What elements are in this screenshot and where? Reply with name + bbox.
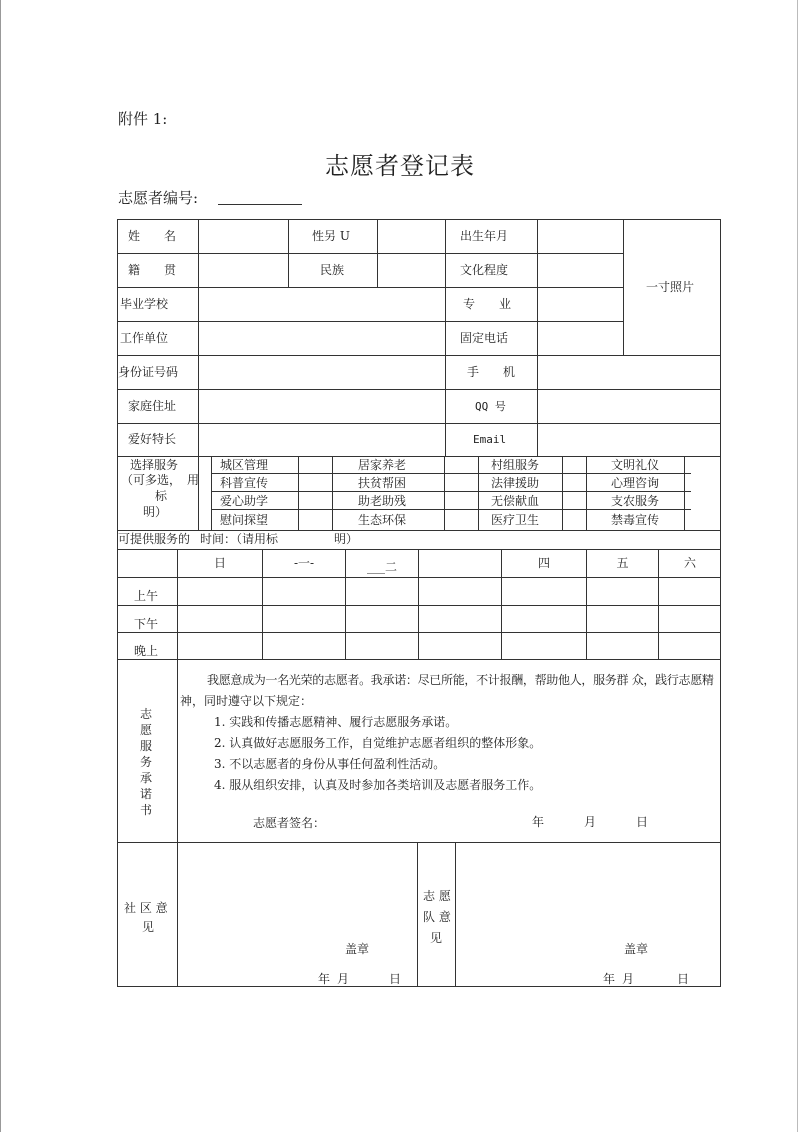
service-item: 法律援助 (491, 476, 540, 490)
service-checkbox[interactable] (563, 510, 585, 529)
ethnic-input[interactable] (378, 254, 444, 286)
team-opinion-field[interactable] (456, 843, 720, 938)
email-label: Email (473, 433, 507, 446)
team-year: 年 (603, 972, 616, 986)
service-checkbox[interactable] (563, 492, 585, 508)
services-label-line3: 标 (155, 489, 168, 503)
community-month: 月 (337, 972, 350, 986)
team-opinion-label-c: 见 (430, 931, 443, 945)
pledge-label: 志愿服务承诺书 (139, 707, 152, 817)
service-checkbox[interactable] (685, 457, 719, 472)
team-opinion-label-a: 志 愿 (423, 889, 451, 903)
education-input[interactable] (538, 254, 622, 286)
community-day: 日 (389, 972, 402, 986)
pledge-day: 日 (636, 815, 649, 829)
volunteer-number-label: 志愿者编号: (118, 189, 199, 207)
service-item: 城区管理 (220, 458, 269, 472)
service-checkbox[interactable] (445, 457, 477, 472)
address-label: 家庭住址 (128, 399, 177, 413)
slot-evening: 晚上 (134, 644, 159, 658)
service-item: 禁毒宣传 (611, 513, 660, 527)
major-input[interactable] (538, 288, 622, 320)
community-opinion-label-a: 社 区 意 (124, 901, 168, 915)
service-checkbox[interactable] (685, 492, 719, 508)
hobby-label: 爱好特长 (128, 432, 177, 446)
day-header-sat: 六 (683, 556, 696, 570)
birth-label: 出生年月 (460, 229, 509, 243)
service-checkbox[interactable] (563, 474, 585, 490)
day-header-fri: 五 (616, 556, 629, 570)
qq-label: QQ 号 (475, 400, 506, 413)
service-item: 爱心助学 (220, 494, 269, 508)
origin-input[interactable] (199, 254, 287, 286)
service-item: 助老助残 (358, 494, 407, 508)
team-month: 月 (622, 972, 635, 986)
day-header-tue: ___二 (366, 560, 397, 574)
service-checkbox[interactable] (299, 510, 331, 529)
ethnic-label: 民族 (320, 263, 345, 277)
major-label: 专 业 (463, 297, 512, 311)
pledge-month: 月 (584, 815, 597, 829)
community-opinion-field[interactable] (178, 843, 416, 938)
mobile-input[interactable] (538, 356, 720, 388)
team-day: 日 (677, 972, 690, 986)
service-item: 科普宣传 (220, 476, 269, 490)
service-item: 支农服务 (611, 494, 660, 508)
education-label: 文化程度 (460, 263, 509, 277)
phone-label: 固定电话 (460, 331, 509, 345)
work-input[interactable] (199, 322, 444, 354)
id-input[interactable] (199, 356, 444, 388)
time-label-c: 明） (334, 532, 359, 546)
pledge-item: 2. 认真做好志愿服务工作，自觉维护志愿者组织的整体形象。 (214, 736, 542, 750)
day-header-sun: 日 (213, 556, 226, 570)
service-checkbox[interactable] (445, 510, 477, 529)
signature-field[interactable] (320, 812, 510, 832)
attachment-label: 附件 1: (118, 110, 168, 128)
pledge-year: 年 (532, 815, 545, 829)
time-label-b: 时间：（请用标 (200, 532, 279, 546)
service-item: 心理咨询 (611, 476, 660, 490)
service-item: 居家养老 (358, 458, 407, 472)
service-checkbox[interactable] (563, 457, 585, 472)
service-checkbox[interactable] (299, 457, 331, 472)
service-item: 扶贫帮困 (358, 476, 407, 490)
service-checkbox[interactable] (299, 474, 331, 490)
services-label-line4: 明） (143, 505, 168, 519)
qq-input[interactable] (538, 390, 720, 422)
service-checkbox[interactable] (685, 510, 719, 529)
service-item: 生态环保 (358, 513, 407, 527)
school-label: 毕业学校 (120, 297, 169, 311)
phone-input[interactable] (538, 322, 622, 354)
service-item: 无偿献血 (491, 494, 540, 508)
pledge-item: 3. 不以志愿者的身份从事任何盈利性活动。 (214, 757, 446, 771)
id-label: 身份证号码 (118, 365, 179, 379)
community-stamp: 盖章 (345, 942, 370, 956)
volunteer-number-field[interactable] (218, 204, 302, 205)
service-item: 慰问探望 (220, 513, 269, 527)
origin-label: 籍 贯 (128, 263, 177, 277)
time-grid-cells[interactable] (178, 578, 720, 658)
services-label-line1: 选择服务 (130, 458, 179, 472)
day-header-thu: 四 (537, 556, 550, 570)
gender-label: 性另 U (312, 229, 350, 243)
form-title: 志愿者登记表 (325, 152, 475, 180)
name-label: 姓 名 (128, 229, 177, 243)
name-input[interactable] (199, 220, 287, 252)
service-item: 文明礼仪 (611, 458, 660, 472)
service-item: 医疗卫生 (491, 513, 540, 527)
team-stamp: 盖章 (624, 942, 649, 956)
service-checkbox[interactable] (685, 474, 719, 490)
community-opinion-label-b: 见 (142, 920, 155, 934)
services-label-line2: （可多选， 用 (121, 473, 200, 487)
pledge-intro-line2: 神，同时遵守以下规定： (180, 694, 313, 708)
slot-morning: 上午 (134, 589, 159, 603)
pledge-item: 4. 服从组织安排，认真及时参加各类培训及志愿者服务工作。 (214, 778, 542, 792)
time-label-a: 可提供服务的 (118, 532, 191, 546)
gender-input[interactable] (378, 220, 444, 252)
email-input[interactable] (538, 424, 720, 455)
service-checkbox[interactable] (445, 474, 477, 490)
work-label: 工作单位 (120, 331, 169, 345)
mobile-label: 手 机 (467, 365, 516, 379)
service-checkbox[interactable] (445, 492, 477, 508)
school-input[interactable] (199, 288, 444, 320)
hobby-input[interactable] (199, 424, 444, 455)
community-year: 年 (318, 972, 331, 986)
pledge-item: 1. 实践和传播志愿精神、履行志愿服务承诺。 (214, 715, 458, 729)
signature-label: 志愿者签名： (253, 816, 326, 830)
photo-placeholder: 一寸照片 (646, 280, 695, 294)
team-opinion-label-b: 队 意 (423, 910, 451, 924)
birth-input[interactable] (538, 220, 622, 252)
service-checkbox[interactable] (299, 492, 331, 508)
day-header-mon: -一- (293, 556, 315, 570)
slot-afternoon: 下午 (134, 617, 159, 631)
service-item: 村组服务 (491, 458, 540, 472)
address-input[interactable] (199, 390, 444, 422)
pledge-intro-line1: 我愿意成为一名光荣的志愿者。我承诺：尽已所能，不计报酬，帮助他人，服务群 众，践行志愿精 (207, 673, 714, 687)
